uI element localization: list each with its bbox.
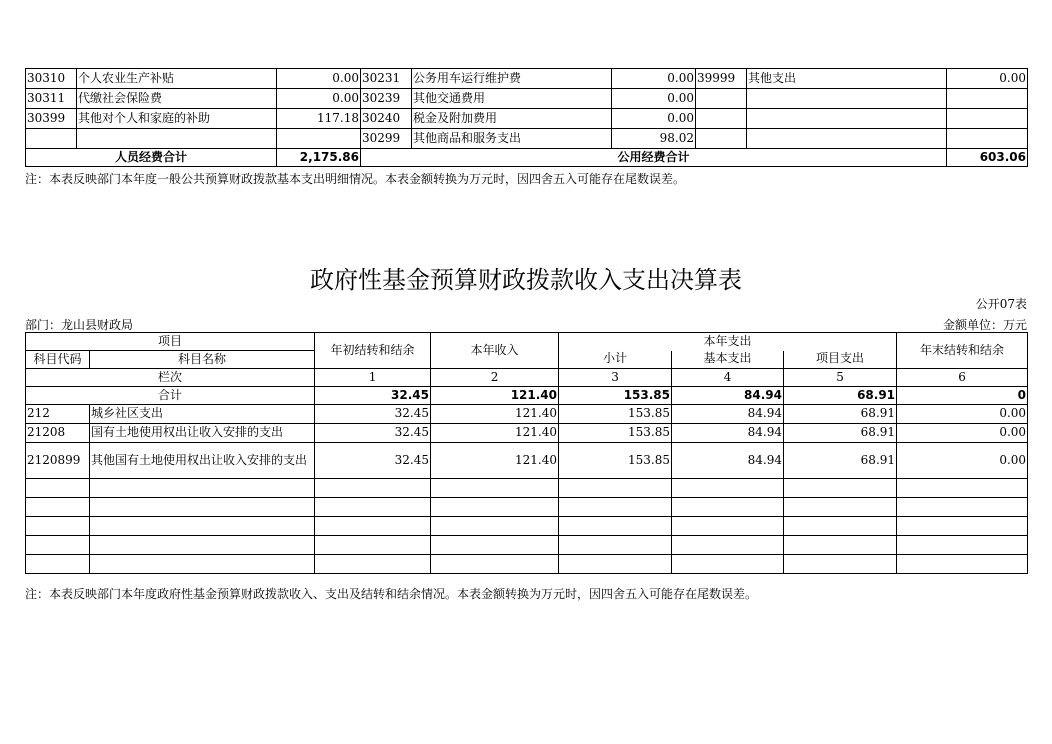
empty-cell bbox=[784, 479, 897, 498]
empty-cell bbox=[26, 555, 90, 574]
total-label: 合计 bbox=[26, 387, 315, 405]
row-name bbox=[747, 109, 947, 129]
row-amount: 0.00 bbox=[947, 69, 1028, 89]
empty-cell bbox=[431, 498, 559, 517]
col-index: 3 bbox=[559, 369, 672, 387]
form-number: 公开07表 bbox=[975, 297, 1027, 311]
row-cell: 32.45 bbox=[315, 405, 431, 424]
row-cell: 32.45 bbox=[315, 443, 431, 479]
row-code: 30311 bbox=[26, 89, 77, 109]
total-public-value: 603.06 bbox=[947, 149, 1028, 167]
row-name: 其他交通费用 bbox=[412, 89, 612, 109]
row-cell: 121.40 bbox=[431, 405, 559, 424]
row-code bbox=[696, 129, 747, 149]
row-name: 个人农业生产补贴 bbox=[77, 69, 277, 89]
row-code: 212 bbox=[26, 405, 90, 424]
total-personnel-value: 2,175.86 bbox=[277, 149, 361, 167]
header-name: 科目名称 bbox=[90, 351, 315, 369]
empty-cell bbox=[431, 536, 559, 555]
empty-row bbox=[26, 536, 1028, 555]
empty-cell bbox=[559, 498, 672, 517]
row-amount bbox=[947, 89, 1028, 109]
note-basic: 注：本表反映部门本年度一般公共预算财政拨款基本支出明细情况。本表金额转换为万元时，因四舍五入可能存在尾数误差。 bbox=[25, 172, 686, 186]
row-cell: 0.00 bbox=[897, 443, 1028, 479]
page-title: 政府性基金预算财政拨款收入支出决算表 bbox=[310, 266, 742, 294]
row-name: 其他对个人和家庭的补助 bbox=[77, 109, 277, 129]
table-row bbox=[26, 69, 1028, 89]
row-cell: 121.40 bbox=[431, 424, 559, 443]
row-code: 39999 bbox=[696, 69, 747, 89]
empty-cell bbox=[897, 498, 1028, 517]
empty-cell bbox=[784, 517, 897, 536]
note-fund: 注：本表反映部门本年度政府性基金预算财政拨款收入、支出及结转和结余情况。本表金额转换为万元时，因四舍五入可能存在尾数误差。 bbox=[25, 587, 758, 601]
table-row bbox=[26, 443, 1028, 479]
total-cell: 68.91 bbox=[784, 387, 897, 405]
row-cell: 0.00 bbox=[897, 405, 1028, 424]
row-cell: 84.94 bbox=[672, 405, 784, 424]
row-amount: 117.18 bbox=[277, 109, 361, 129]
row-name: 代缴社会保险费 bbox=[77, 89, 277, 109]
amount-unit: 金额单位：万元 bbox=[942, 318, 1027, 332]
row-amount: 98.02 bbox=[612, 129, 696, 149]
row-cell: 121.40 bbox=[431, 443, 559, 479]
fund-table bbox=[25, 332, 1028, 574]
table-row bbox=[26, 89, 1028, 109]
empty-cell bbox=[784, 555, 897, 574]
empty-cell bbox=[315, 479, 431, 498]
empty-row bbox=[26, 479, 1028, 498]
header-begin: 年初结转和结余 bbox=[315, 333, 431, 369]
header-end: 年末结转和结余 bbox=[897, 333, 1028, 369]
empty-cell bbox=[672, 498, 784, 517]
col-index-label: 栏次 bbox=[26, 369, 315, 387]
col-index: 5 bbox=[784, 369, 897, 387]
empty-cell bbox=[672, 555, 784, 574]
row-amount: 0.00 bbox=[612, 69, 696, 89]
empty-cell bbox=[897, 555, 1028, 574]
empty-cell bbox=[431, 517, 559, 536]
empty-cell bbox=[431, 555, 559, 574]
row-amount: 0.00 bbox=[277, 89, 361, 109]
row-code: 30399 bbox=[26, 109, 77, 129]
row-name: 公务用车运行维护费 bbox=[412, 69, 612, 89]
row-code: 30310 bbox=[26, 69, 77, 89]
empty-cell bbox=[672, 517, 784, 536]
col-index: 1 bbox=[315, 369, 431, 387]
empty-cell bbox=[26, 479, 90, 498]
row-code: 21208 bbox=[26, 424, 90, 443]
row-amount: 0.00 bbox=[277, 69, 361, 89]
empty-cell bbox=[90, 555, 315, 574]
row-name bbox=[747, 89, 947, 109]
table-row bbox=[26, 405, 1028, 424]
empty-cell bbox=[431, 479, 559, 498]
empty-row bbox=[26, 555, 1028, 574]
row-name: 国有土地使用权出让收入安排的支出 bbox=[90, 424, 315, 443]
total-cell: 153.85 bbox=[559, 387, 672, 405]
header-project: 项目支出 bbox=[784, 351, 897, 369]
row-cell: 153.85 bbox=[559, 443, 672, 479]
row-cell: 32.45 bbox=[315, 424, 431, 443]
header-code: 科目代码 bbox=[26, 351, 90, 369]
row-code: 30240 bbox=[361, 109, 412, 129]
row-name: 其他国有土地使用权出让收入安排的支出 bbox=[90, 443, 315, 479]
row-code: 30239 bbox=[361, 89, 412, 109]
col-index: 4 bbox=[672, 369, 784, 387]
row-name: 其他支出 bbox=[747, 69, 947, 89]
header-expense: 本年支出 bbox=[559, 333, 897, 351]
header-subtotal: 小计 bbox=[559, 351, 672, 369]
empty-cell bbox=[672, 536, 784, 555]
empty-cell bbox=[90, 498, 315, 517]
empty-cell bbox=[26, 498, 90, 517]
header-basic: 基本支出 bbox=[672, 351, 784, 369]
row-cell: 0.00 bbox=[897, 424, 1028, 443]
row-amount bbox=[947, 109, 1028, 129]
empty-cell bbox=[90, 536, 315, 555]
department: 部门：龙山县财政局 bbox=[25, 318, 134, 332]
empty-cell bbox=[784, 536, 897, 555]
header-income: 本年收入 bbox=[431, 333, 559, 369]
row-amount bbox=[277, 129, 361, 149]
row-code bbox=[26, 129, 77, 149]
row-cell: 153.85 bbox=[559, 405, 672, 424]
empty-cell bbox=[559, 517, 672, 536]
table-row bbox=[26, 424, 1028, 443]
total-cell: 0 bbox=[897, 387, 1028, 405]
col-index: 6 bbox=[897, 369, 1028, 387]
row-amount bbox=[947, 129, 1028, 149]
empty-cell bbox=[897, 479, 1028, 498]
row-amount: 0.00 bbox=[612, 109, 696, 129]
table-row bbox=[26, 109, 1028, 129]
empty-cell bbox=[897, 517, 1028, 536]
row-amount: 0.00 bbox=[612, 89, 696, 109]
row-code: 2120899 bbox=[26, 443, 90, 479]
row-cell: 68.91 bbox=[784, 424, 897, 443]
row-cell: 68.91 bbox=[784, 443, 897, 479]
empty-cell bbox=[26, 517, 90, 536]
empty-cell bbox=[315, 517, 431, 536]
empty-row bbox=[26, 517, 1028, 536]
row-code: 30299 bbox=[361, 129, 412, 149]
empty-cell bbox=[90, 517, 315, 536]
row-code bbox=[696, 89, 747, 109]
total-public-label: 公用经费合计 bbox=[361, 149, 947, 167]
table-row bbox=[26, 129, 1028, 149]
empty-cell bbox=[90, 479, 315, 498]
row-code bbox=[696, 109, 747, 129]
empty-cell bbox=[315, 555, 431, 574]
empty-cell bbox=[559, 555, 672, 574]
empty-cell bbox=[26, 536, 90, 555]
row-name bbox=[77, 129, 277, 149]
row-cell: 68.91 bbox=[784, 405, 897, 424]
row-code: 30231 bbox=[361, 69, 412, 89]
row-cell: 153.85 bbox=[559, 424, 672, 443]
empty-cell bbox=[784, 498, 897, 517]
empty-cell bbox=[315, 498, 431, 517]
empty-cell bbox=[559, 536, 672, 555]
total-cell: 84.94 bbox=[672, 387, 784, 405]
row-name: 其他商品和服务支出 bbox=[412, 129, 612, 149]
total-personnel-label: 人员经费合计 bbox=[26, 149, 277, 167]
empty-cell bbox=[315, 536, 431, 555]
empty-cell bbox=[672, 479, 784, 498]
row-name: 税金及附加费用 bbox=[412, 109, 612, 129]
row-name bbox=[747, 129, 947, 149]
basic-expense-table bbox=[25, 68, 1028, 167]
row-cell: 84.94 bbox=[672, 443, 784, 479]
row-name: 城乡社区支出 bbox=[90, 405, 315, 424]
header-item: 项目 bbox=[26, 333, 315, 351]
empty-cell bbox=[897, 536, 1028, 555]
row-cell: 84.94 bbox=[672, 424, 784, 443]
total-cell: 121.40 bbox=[431, 387, 559, 405]
empty-cell bbox=[559, 479, 672, 498]
col-index: 2 bbox=[431, 369, 559, 387]
empty-row bbox=[26, 498, 1028, 517]
total-cell: 32.45 bbox=[315, 387, 431, 405]
